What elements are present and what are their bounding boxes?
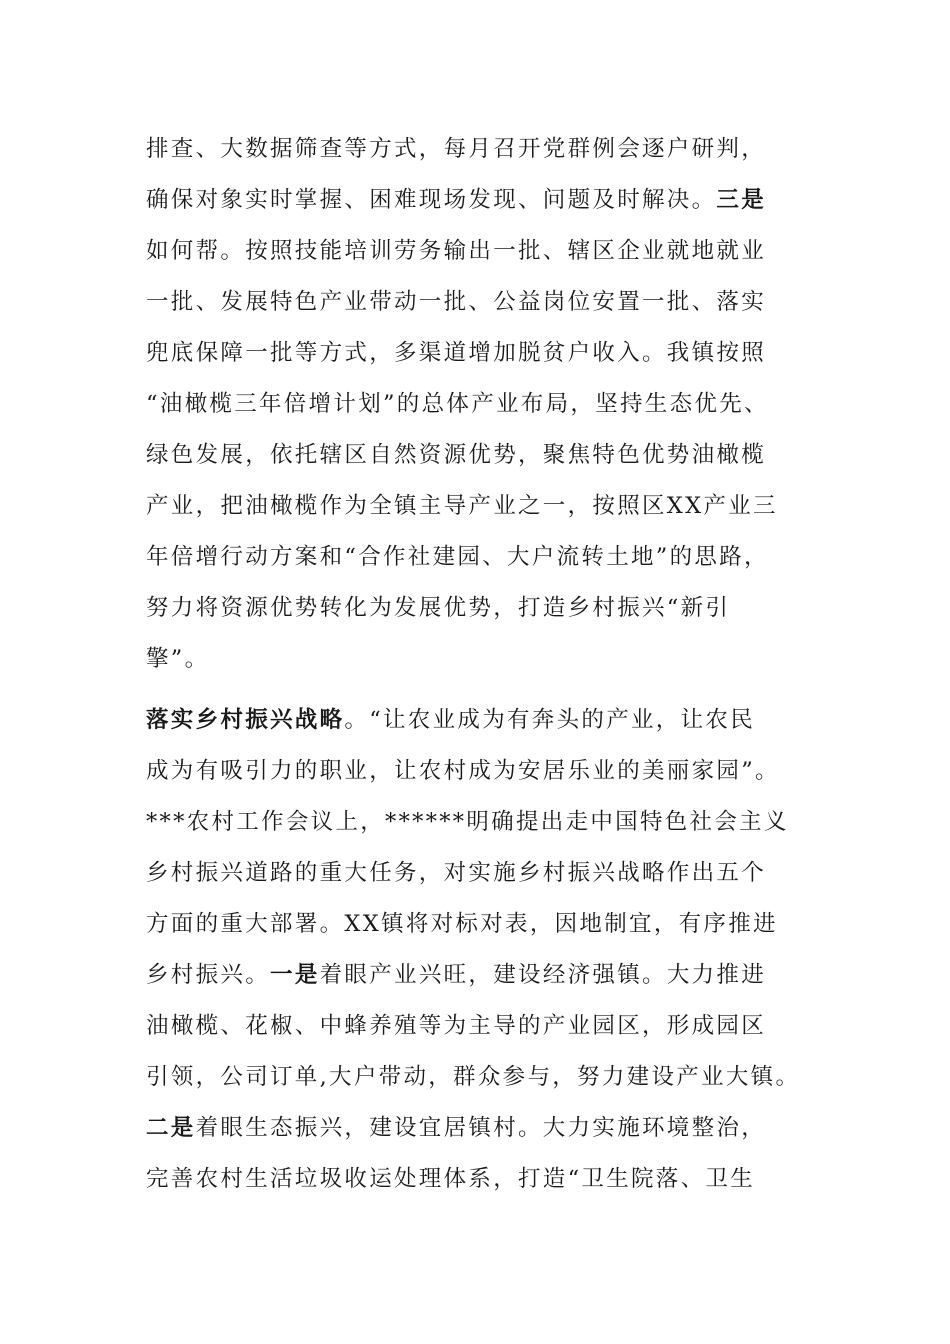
text-line: 完善农村生活垃圾收运处理体系，打造“卫生院落、卫生 bbox=[146, 1166, 756, 1192]
paragraph-1 bbox=[146, 124, 826, 685]
text-line: 年倍增行动方案和“合作社建园、大户流转土地”的思路， bbox=[146, 544, 769, 570]
text-line bbox=[146, 695, 826, 746]
text-line: 乡村振兴道路的重大任务，对实施乡村振兴战略作出五个 bbox=[146, 860, 767, 886]
text-line: ***农村工作会议上，******明确提出走中国特色社会主义 bbox=[146, 809, 789, 835]
text-line: 一批、发展特色产业带动一批、公益岗位安置一批、落实 bbox=[146, 289, 767, 315]
text-line: 产业，把油橄榄作为全镇主导产业之一，按照区XX产业三 bbox=[146, 493, 778, 519]
text-line: “油橄榄三年倍增计划”的总体产业布局，坚持生态优先、 bbox=[146, 391, 769, 417]
text-line bbox=[146, 1103, 826, 1154]
section-heading: 落实乡村振兴战略 bbox=[146, 707, 345, 733]
paragraph-2 bbox=[146, 695, 826, 1205]
text-line bbox=[146, 950, 826, 1001]
text-line: 如何帮。按照技能培训劳务输出一批、辖区企业就地就业 bbox=[146, 238, 767, 264]
bold-marker: 二是 bbox=[146, 1115, 196, 1141]
text-span: 着眼生态振兴，建设宜居镇村。大力实施环境整治， bbox=[195, 1115, 767, 1141]
text-line: 绿色发展，依托辖区自然资源优势，聚焦特色优势油橄榄 bbox=[146, 442, 767, 468]
text-line: 油橄榄、花椒、中蜂养殖等为主导的产业园区，形成园区 bbox=[146, 1013, 767, 1039]
text-line: 引领，公司订单,大户带动，群众参与，努力建设产业大镇。 bbox=[146, 1064, 801, 1090]
text-line: 成为有吸引力的职业，让农村成为安居乐业的美丽家园”。 bbox=[146, 758, 780, 784]
text-span: 。“让农业成为有奔头的产业，让农民 bbox=[344, 707, 756, 733]
text-span: 确保对象实时掌握、困难现场发现、问题及时解决。 bbox=[146, 187, 717, 213]
text-line: 兜底保障一批等方式，多渠道增加脱贫户收入。我镇按照 bbox=[146, 340, 767, 366]
text-line: 擎”。 bbox=[146, 646, 210, 672]
text-line: 排查、大数据筛查等方式，每月召开党群例会逐户研判， bbox=[146, 136, 767, 162]
bold-marker: 三是 bbox=[716, 187, 767, 213]
text-line: 努力将资源优势转化为发展优势，打造乡村振兴“新引 bbox=[146, 595, 731, 621]
text-line bbox=[146, 175, 826, 226]
bold-marker: 一是 bbox=[270, 962, 320, 988]
text-span: 着眼产业兴旺，建设经济强镇。大力推进 bbox=[319, 962, 767, 988]
text-line: 方面的重大部署。XX镇将对标对表，因地制宜，有序推进 bbox=[146, 911, 778, 937]
text-span: 乡村振兴。 bbox=[146, 962, 271, 988]
